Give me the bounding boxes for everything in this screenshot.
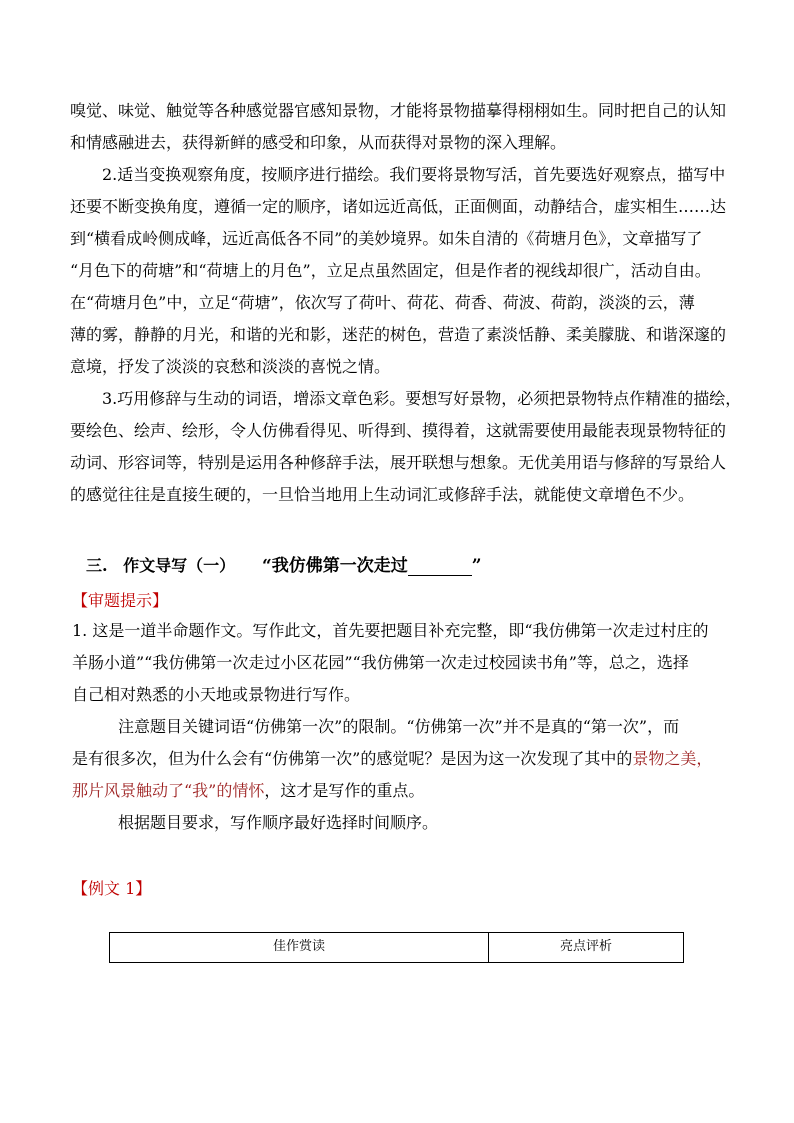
paragraph-line: 3.巧用修辞与生动的词语，增添文章色彩。要想写好景物，必须把景物特点作精准的描绘， [102, 389, 742, 408]
hint-line [72, 749, 712, 769]
paragraph-line: 在“荷塘月色”中，立足“荷塘”，依次写了荷叶、荷花、荷香、荷波、荷韵，淡淡的云，薄 [70, 293, 695, 312]
paragraph-line: 薄的雾，静静的月光，和谐的光和影，迷茫的树色，营造了素淡恬静、柔美朦胧、和谐深邃的 [70, 325, 727, 344]
section-number: 三. [86, 556, 108, 575]
hint-tag: 【审题提示】 [72, 591, 169, 610]
hint-text: 是有很多次，但为什么会有“仿佛第一次”的感觉呢？是因为这一次发现了其中的 [72, 749, 633, 768]
highlight-text: 那片风景触动了“我”的情怀 [72, 781, 265, 800]
table-header-works: 佳作赏读 [110, 933, 489, 963]
highlight-punct: ， [696, 749, 713, 768]
example-tag: 【例文 1】 [72, 879, 152, 898]
paragraph-line: 和情感融进去，获得新鲜的感受和印象，从而获得对景物的深入理解。 [70, 133, 567, 152]
paragraph-line: 到“横看成岭侧成峰，远近高低各不同”的美妙境界。如朱自清的《荷塘月色》，文章描写了 [70, 229, 703, 248]
hint-text: ，这才是写作的重点。 [264, 781, 425, 800]
essay-title-left: “我仿佛第一次走过 [262, 556, 408, 576]
hint-line: 根据题目要求，写作顺序最好选择时间顺序。 [118, 813, 439, 832]
highlight-text: 景物之美 [632, 749, 697, 768]
paragraph-line: “月色下的荷塘”和“荷塘上的月色”，立足点虽然固定，但是作者的视线却很广，活动自由。 [70, 261, 711, 280]
title-blank [408, 559, 472, 576]
hint-line: 羊肠小道”“我仿佛第一次走过小区花园”“我仿佛第一次走过校园读书角”等，总之，选择 [72, 653, 689, 672]
appreciation-table [109, 932, 684, 963]
paragraph-line: 还要不断变换角度，遵循一定的顺序，诸如远近高低，正面侧面，动静结合，虚实相生……达 [70, 197, 727, 216]
table-header-highlights: 亮点评析 [489, 933, 684, 963]
paragraph-line: 嗅觉、味觉、触觉等各种感觉器官感知景物，才能将景物描摹得栩栩如生。同时把自己的认知 [70, 101, 727, 120]
section-heading [86, 553, 235, 576]
essay-title-right: ” [471, 556, 482, 576]
hint-line [72, 781, 424, 801]
paragraph-line: 意境，抒发了淡淡的哀愁和淡淡的喜悦之情。 [70, 357, 391, 376]
paragraph-line: 2.适当变换观察角度，按顺序进行描绘。我们要将景物写活，首先要选好观察点，描写中 [102, 165, 726, 184]
paragraph-line: 的感觉往往是直接生硬的，一旦恰当地用上生动词汇或修辞手法，就能使文章增色不少。 [70, 485, 695, 504]
paragraph-line: 要绘色、绘声、绘形，令人仿佛看得见、听得到、摸得着，这就需要使用最能表现景物特征的 [70, 421, 727, 440]
hint-line: 1. 这是一道半命题作文。写作此文，首先要把题目补充完整，即“我仿佛第一次走过村庄的 [72, 621, 709, 640]
section-label: 作文导写（一） [123, 556, 236, 575]
essay-title [262, 551, 482, 576]
hint-line: 自己相对熟悉的小天地或景物进行写作。 [72, 685, 361, 704]
table-header-row [110, 933, 684, 963]
hint-line: 注意题目关键词语“仿佛第一次”的限制。“仿佛第一次”并不是真的“第一次”，而 [118, 717, 680, 736]
paragraph-line: 动词、形容词等，特别是运用各种修辞手法，展开联想与想象。无优美用语与修辞的写景给人 [70, 453, 727, 472]
